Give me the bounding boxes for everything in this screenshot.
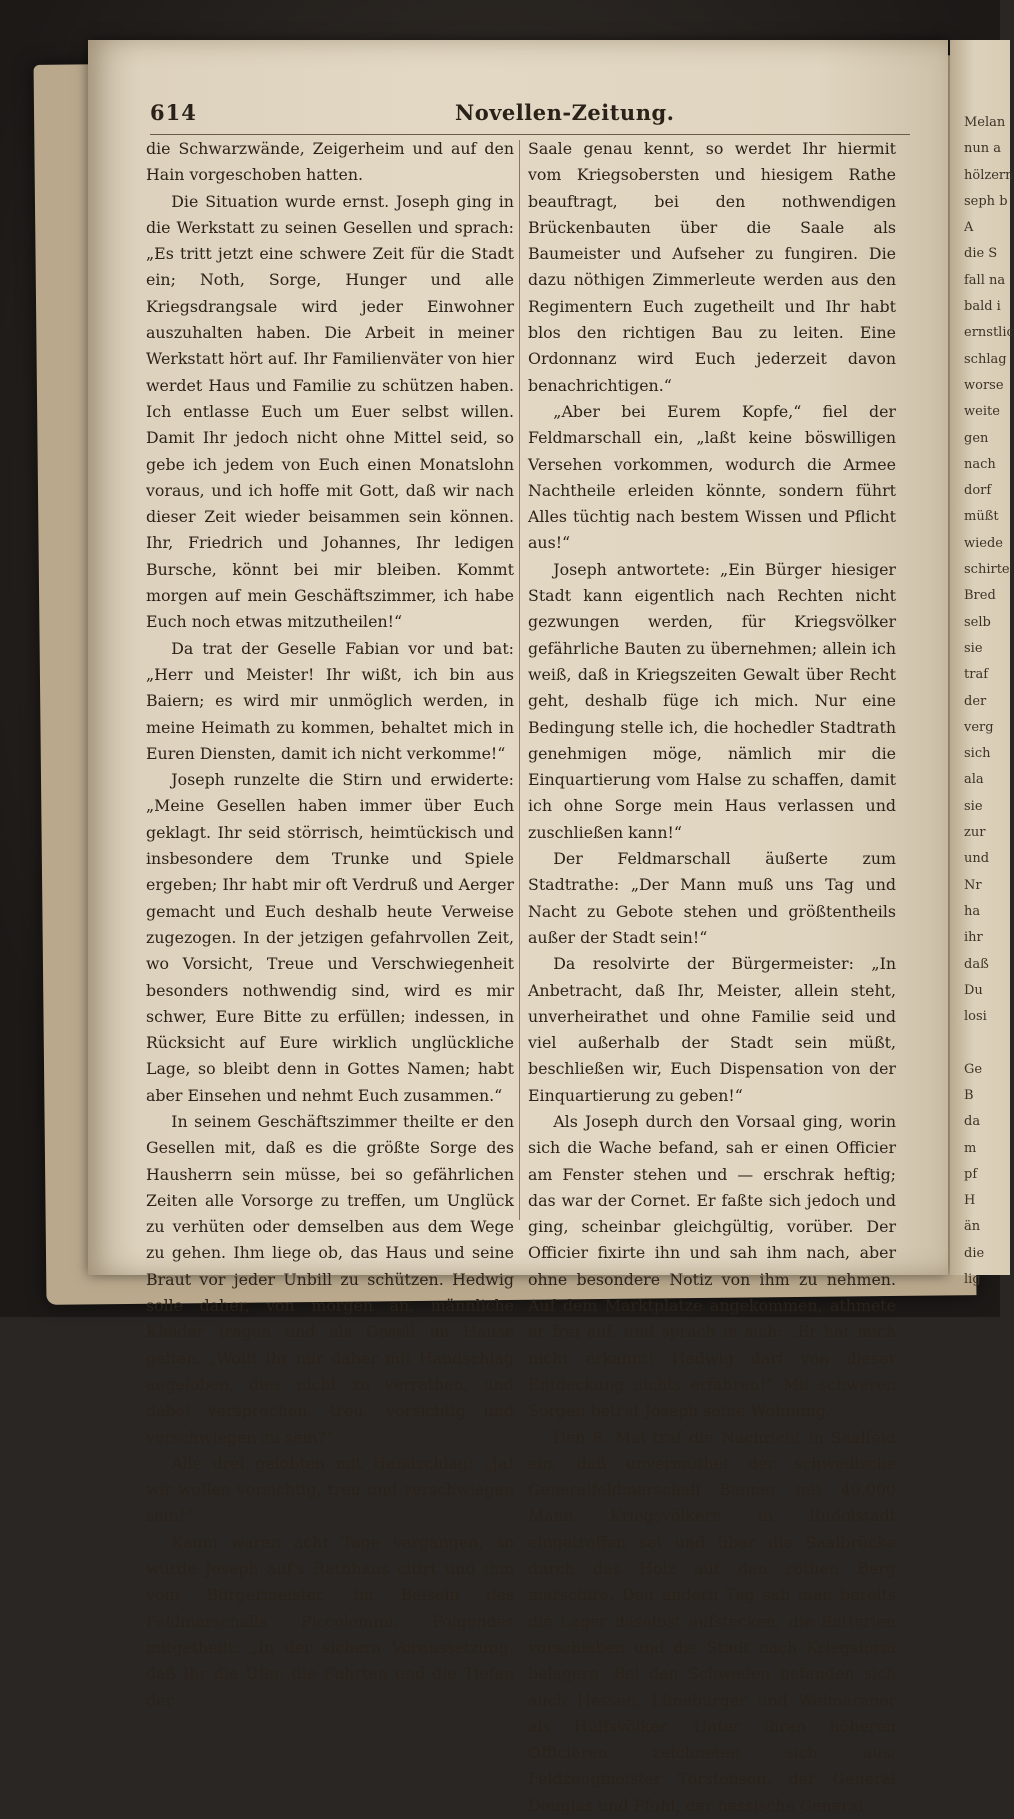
- edge-word: seph b: [964, 193, 1008, 209]
- edge-word: schirte: [964, 562, 1010, 578]
- edge-word: nun a: [964, 141, 1002, 157]
- paragraph: Alle drei gelobten mit Handschlag: „Ja! wir wollen vorsichtig, treu und verschwiegen sein!“: [146, 1453, 514, 1526]
- page-number: 614: [150, 100, 197, 125]
- edge-word: bald i: [964, 299, 1001, 315]
- edge-word: pf: [964, 1166, 978, 1182]
- paragraph: Da resolvirte der Bürgermeister: „In Anbetracht, daß Ihr, Meister, allein steht, unverheirathet und ohne Familie seid und viel außerhalb der Stadt sein müßt, beschließen wir, Euch Dispensation von der Einquartierung zu geben!“: [528, 954, 896, 1105]
- edge-word: Melan: [964, 115, 1006, 130]
- edge-word: schlag: [964, 351, 1007, 367]
- next-page-edge: [950, 40, 1014, 1288]
- edge-word: der: [964, 693, 987, 709]
- edge-word: [964, 1030, 1010, 1056]
- edge-word: losi: [964, 1009, 987, 1025]
- edge-word: ha: [964, 903, 981, 919]
- edge-word: verg: [964, 719, 994, 735]
- edge-word: sich: [964, 746, 991, 762]
- edge-word: A: [964, 220, 974, 236]
- column-divider: [519, 140, 520, 1220]
- edge-word: und: [964, 851, 990, 867]
- edge-word: ernstlic: [964, 325, 1014, 341]
- paragraph: Saale genau kennt, so werdet Ihr hiermit vom Kriegsobersten und hiesigem Rathe beauftragt, bei den nothwendigen Brückenbauten über die Saale als Baumeister und Aufseher zu fungiren. Die dazu nöthigen Zimmerleute werden aus den Regimentern Euch zugetheilt und Ihr habt blos den richtigen Bau zu leiten. Eine Ordonnanz wird Euch jederzeit davon benachrichtigen.“: [528, 139, 896, 395]
- next-page-text: [950, 40, 1014, 1293]
- page-header: [150, 98, 910, 135]
- edge-word: gen: [964, 430, 989, 446]
- paragraph: Als Joseph durch den Vorsaal ging, worin sich die Wache befand, sah er einen Officier am Fenster stehen und — erschrak heftig; das war der Cornet. Er faßte sich jedoch und ging, scheinbar gleichgültig, vorüber. Der Officier fixirte ihn und sah ihm nach, aber ohne besondere Notiz von ihm zu nehmen. Auf dem Marktplatze angekommen, athmete er frei auf, und sprach in sich: „Er hat mich nicht erkannt! Hedwig darf von dieser Entdeckung nichts erfahren!“ Mit schweren Sorgen betrat Joseph seine Wohnung.: [528, 1111, 896, 1421]
- text-column-right: [528, 136, 896, 1815]
- edge-word: Ge: [964, 1061, 983, 1077]
- edge-word: sie: [964, 798, 983, 814]
- edge-word: sie: [964, 640, 983, 656]
- paragraph: Joseph runzelte die Stirn und erwiderte: „Meine Gesellen haben immer über Euch geklagt. Ihr seid störrisch, heimtückisch und insbesondere dem Trunke und Spiele ergeben; Ihr habt mir oft Verdruß und Aerger gemacht und Euch deshalb heute Verweise zugezogen. In der jetzigen gefahrvollen Zeit, wo Vorsicht, Treue und Verschwiegenheit besonders nothwendig sind, wird es mir schwer, Eure Bitte zu erfüllen; indessen, in Rücksicht auf Eure wirklich unglückliche Lage, so bleibt denn in Gottes Namen; habt aber Einsehen und nehmt Euch zusammen.“: [146, 770, 514, 1105]
- edge-word: wiede: [964, 535, 1003, 551]
- running-title: Novellen-Zeitung.: [455, 100, 675, 125]
- paragraph: Den 8. Mai traf die Nachricht in Saalfeld ein, daß unvermuthet der schwedische Generalfeldmarschall Banner mit 40,000 Mann Kriegsvölkern in Rudolstadt eingetroffen sei und über die Saalbrücke durch das Holz auf den rothen Berg marschire. Den andern Tag sah man bereits die Lager daselbst aufstecken, die Batterien vorschieben und die Stadt nach Kriegsform belagern. Bei den Schweden befanden sich auch Hessen, Lüneburger und Weimaraner als Hülfsvölker. Unter ihren höheren Officieren zeichneten sich aus: Feldzeugmeister Torstenson, der General Douglas und Pfuhl, der hessische General: [528, 1427, 896, 1815]
- paragraph: Kaum waren acht Tage vergangen, so wurde Joseph auf's Rathhaus citirt und ihm vom Bürgermeister, im Beisein des Feldmarschalls Piccolomini, Folgendes mitgetheilt: „In der sichern Voraussetzung, daß Ihr die Ufer, die Fuhrten und die Tiefen der: [146, 1532, 514, 1710]
- edge-word: Nr: [964, 877, 982, 893]
- edge-word: worse: [964, 377, 1004, 393]
- edge-word: traf: [964, 667, 989, 683]
- edge-word: B: [964, 1087, 974, 1103]
- edge-word: nach: [964, 456, 996, 472]
- edge-word: Bred: [964, 588, 996, 604]
- edge-word: ala: [964, 772, 984, 788]
- edge-word: fall na: [964, 272, 1006, 288]
- edge-word: zur: [964, 825, 986, 841]
- edge-word: ihr: [964, 930, 983, 946]
- edge-word: müßt: [964, 509, 999, 525]
- paragraph: die Schwarzwände, Zeigerheim und auf den Hain vorgeschoben hatten.: [146, 139, 514, 185]
- edge-word: selb: [964, 614, 991, 630]
- edge-word: die S: [964, 246, 998, 262]
- paragraph: Der Feldmarschall äußerte zum Stadtrathe: „Der Mann muß uns Tag und Nacht zu Gebote stehen und größtentheils außer der Stadt sein!“: [528, 849, 896, 947]
- edge-word: H: [964, 1193, 976, 1209]
- edge-word: Du: [964, 982, 983, 998]
- edge-word: lig: [964, 1272, 981, 1288]
- paragraph: Die Situation wurde ernst. Joseph ging in die Werkstatt zu seinen Gesellen und sprach: „Es tritt jetzt eine schwere Zeit für die Stadt ein; Noth, Sorge, Hunger und alle Kriegsdrangsale wird jeder Einwohner auszuhalten haben. Die Arbeit in meiner Werkstatt hört auf. Ihr Familienväter von hier werdet Haus und Familie zu schützen haben. Ich entlasse Euch um Euer selbst willen. Damit Ihr jedoch nicht ohne Mittel seid, so gebe ich jedem von Euch einen Monatslohn voraus, und ich hoffe mit Gott, daß wir nach dieser Zeit wieder beisammen sein können. Ihr, Friedrich und Johannes, Ihr ledigen Bursche, könnt bei mir bleiben. Kommt morgen auf mein Geschäftszimmer, ich habe Euch noch etwas mitzutheilen!“: [146, 191, 514, 632]
- edge-word: m: [964, 1140, 977, 1156]
- paragraph: Joseph antwortete: „Ein Bürger hiesiger Stadt kann eigentlich nach Rechten nicht gezwungen werden, für Kriegsvölker gefährliche Bauten zu übernehmen; allein ich weiß, daß in Kriegszeiten Gewalt über Recht geht, deshalb füge ich mich. Nur eine Bedingung stelle ich, die hochedler Stadtrath genehmigen möge, nämlich mir die Einquartierung vom Halse zu schaffen, damit ich ohne Sorge mein Haus verlassen und zuschließen kann!“: [528, 559, 896, 842]
- edge-word: dorf: [964, 483, 992, 499]
- edge-word: die: [964, 1245, 985, 1261]
- edge-word: da: [964, 1114, 981, 1130]
- edge-word: weite: [964, 404, 1000, 420]
- paragraph: „Aber bei Eurem Kopfe,“ fiel der Feldmarschall ein, „laßt keine böswilligen Versehen vorkommen, wodurch die Armee Nachtheile erleiden könnte, sondern führt Alles tüchtig nach bestem Wissen und Pflicht aus!“: [528, 401, 896, 553]
- text-column-left: [146, 136, 514, 1710]
- edge-word: än: [964, 1219, 981, 1235]
- paragraph: In seinem Geschäftszimmer theilte er den Gesellen mit, daß es die größte Sorge des Hausherrn sein müsse, bei so gefährlichen Zeiten alle Vorsorge zu treffen, um Unglück zu verhüten oder demselben aus dem Wege zu gehen. Ihm liege ob, das Haus und seine Braut vor jeder Unbill zu schützen. Hedwig solle daher, von morgen an, männliche Kleider tragen und als Gesell im Hause gelten. „Wollt Ihr mir daher mit Handschlag angeloben, dies nicht zu verrathen, und dabei versprechen, treu, vorsichtig und verschwiegen zu sein?“: [146, 1111, 514, 1447]
- paragraph: Da trat der Geselle Fabian vor und bat: „Herr und Meister! Ihr wißt, ich bin aus Baiern; es wird mir unmöglich werden, in meine Heimath zu kommen, behaltet mich in Euren Diensten, damit ich nicht verkomme!“: [146, 638, 514, 763]
- edge-word: daß: [964, 956, 989, 972]
- edge-word: hölzern: [964, 167, 1014, 183]
